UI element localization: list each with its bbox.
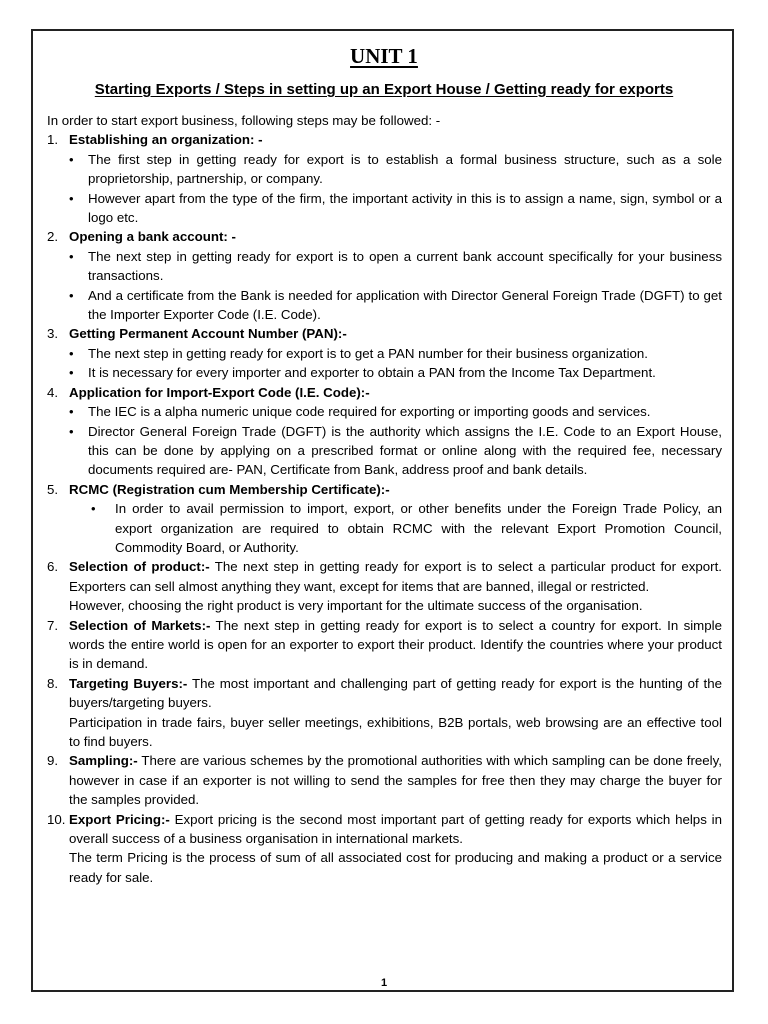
- bullet-item: • The next step in getting ready for export is to open a current bank account specifically for your business transactions.: [69, 247, 722, 286]
- section-export-pricing: [47, 810, 722, 888]
- section-selection-of-product: [47, 557, 722, 615]
- section-number: 1.: [47, 132, 59, 148]
- section-selection-of-markets: [47, 616, 722, 674]
- section-number: 3.: [47, 326, 59, 342]
- section-number: 10.: [47, 811, 66, 827]
- section-number: 9.: [47, 753, 59, 769]
- bullet-item: • And a certificate from the Bank is needed for application with Director General Foreign Trade (DGFT) to get the Importer Exporter Code (I.E. Code).: [69, 286, 722, 325]
- document-body: [47, 111, 722, 887]
- section-establishing-organization: [47, 130, 722, 227]
- section-text: There are various schemes by the promotional authorities with which sampling can be done freely, however in case if an exporter is not willing to send the samples for free then they may charge the buyer for the samples provided.: [69, 753, 722, 808]
- section-title: Opening a bank account: -: [69, 229, 236, 245]
- unit-title: UNIT 1: [350, 44, 418, 68]
- bullet-item: • It is necessary for every importer and exporter to obtain a PAN from the Income Tax Department.: [69, 363, 722, 382]
- section-number: 8.: [47, 675, 59, 691]
- page-number: 1: [380, 977, 388, 989]
- bullet-item: • Director General Foreign Trade (DGFT) is the authority which assigns the I.E. Code to an Export House, this can be done by applying on a prescribed format or online along with the required fee, necessary documents required are- PAN, Certificate from Bank, address proof and bank details.: [69, 422, 722, 480]
- section-number: 5.: [47, 481, 59, 497]
- section-iec: [47, 383, 722, 480]
- section-sampling: [47, 751, 722, 809]
- bullet-item: • The next step in getting ready for export is to get a PAN number for their business organization.: [69, 344, 722, 363]
- section-text: Export pricing is the second most important part of getting ready for exports which helps in overall success of a business organisation in international markets.: [69, 811, 723, 847]
- bullet-item: • In order to avail permission to import, export, or other benefits under the Foreign Trade Policy, an export organization are required to obtain RCMC with the relevant Export Promotion Council, Commodity Board, or Authority.: [69, 499, 722, 557]
- section-title: Getting Permanent Account Number (PAN):-: [69, 326, 347, 342]
- section-title: Establishing an organization: -: [69, 132, 263, 148]
- section-title: Selection of Markets:-: [69, 617, 211, 633]
- section-targeting-buyers: [47, 674, 722, 752]
- section-text: The most important and challenging part of getting ready for export is the hunting of the buyers/targeting buyers.: [69, 675, 722, 711]
- bullet-item: • The first step in getting ready for export is to establish a formal business structure, such as a sole proprietorship, partnership, or company.: [69, 150, 722, 189]
- section-text: The next step in getting ready for export is to select a country for export. In simple words the entire world is open for an exporter to export their product. Identify the countries where your product is in demand.: [69, 617, 723, 672]
- section-rcmc: [47, 480, 722, 558]
- section-number: 7.: [47, 617, 59, 633]
- section-pan: [47, 324, 722, 382]
- section-extra-text: The term Pricing is the process of sum of all associated cost for producing and making a product or a service ready for sale.: [69, 850, 722, 885]
- section-bank-account: [47, 227, 722, 324]
- document-subtitle: Starting Exports / Steps in setting up an Export House / Getting ready for exports: [94, 81, 674, 98]
- section-extra-text: However, choosing the right product is very important for the ultimate success of the organisation.: [69, 598, 643, 614]
- bullet-item: • The IEC is a alpha numeric unique code required for exporting or importing goods and services.: [69, 402, 722, 421]
- section-number: 6.: [47, 559, 59, 575]
- section-text: The next step in getting ready for export is to select a particular product for export. Exporters can sell almost anything they want, except for items that are banned, illegal or restricted.: [69, 559, 722, 594]
- section-extra-text: Participation in trade fairs, buyer seller meetings, exhibitions, B2B portals, web browsing are an effective tool to find buyers.: [69, 714, 722, 749]
- section-title: Selection of product:-: [69, 559, 210, 575]
- section-title: Application for Import-Export Code (I.E. Code):-: [69, 384, 370, 400]
- section-title: Export Pricing:-: [69, 811, 170, 827]
- section-number: 2.: [47, 229, 59, 245]
- intro-text: In order to start export business, following steps may be followed: -: [47, 113, 441, 128]
- section-title: Sampling:-: [69, 753, 138, 769]
- section-title: Targeting Buyers:-: [69, 675, 188, 691]
- bullet-item: • However apart from the type of the firm, the important activity in this is to assign a name, sign, symbol or a logo etc.: [69, 189, 722, 228]
- section-number: 4.: [47, 384, 59, 400]
- section-title: RCMC (Registration cum Membership Certificate):-: [69, 481, 390, 497]
